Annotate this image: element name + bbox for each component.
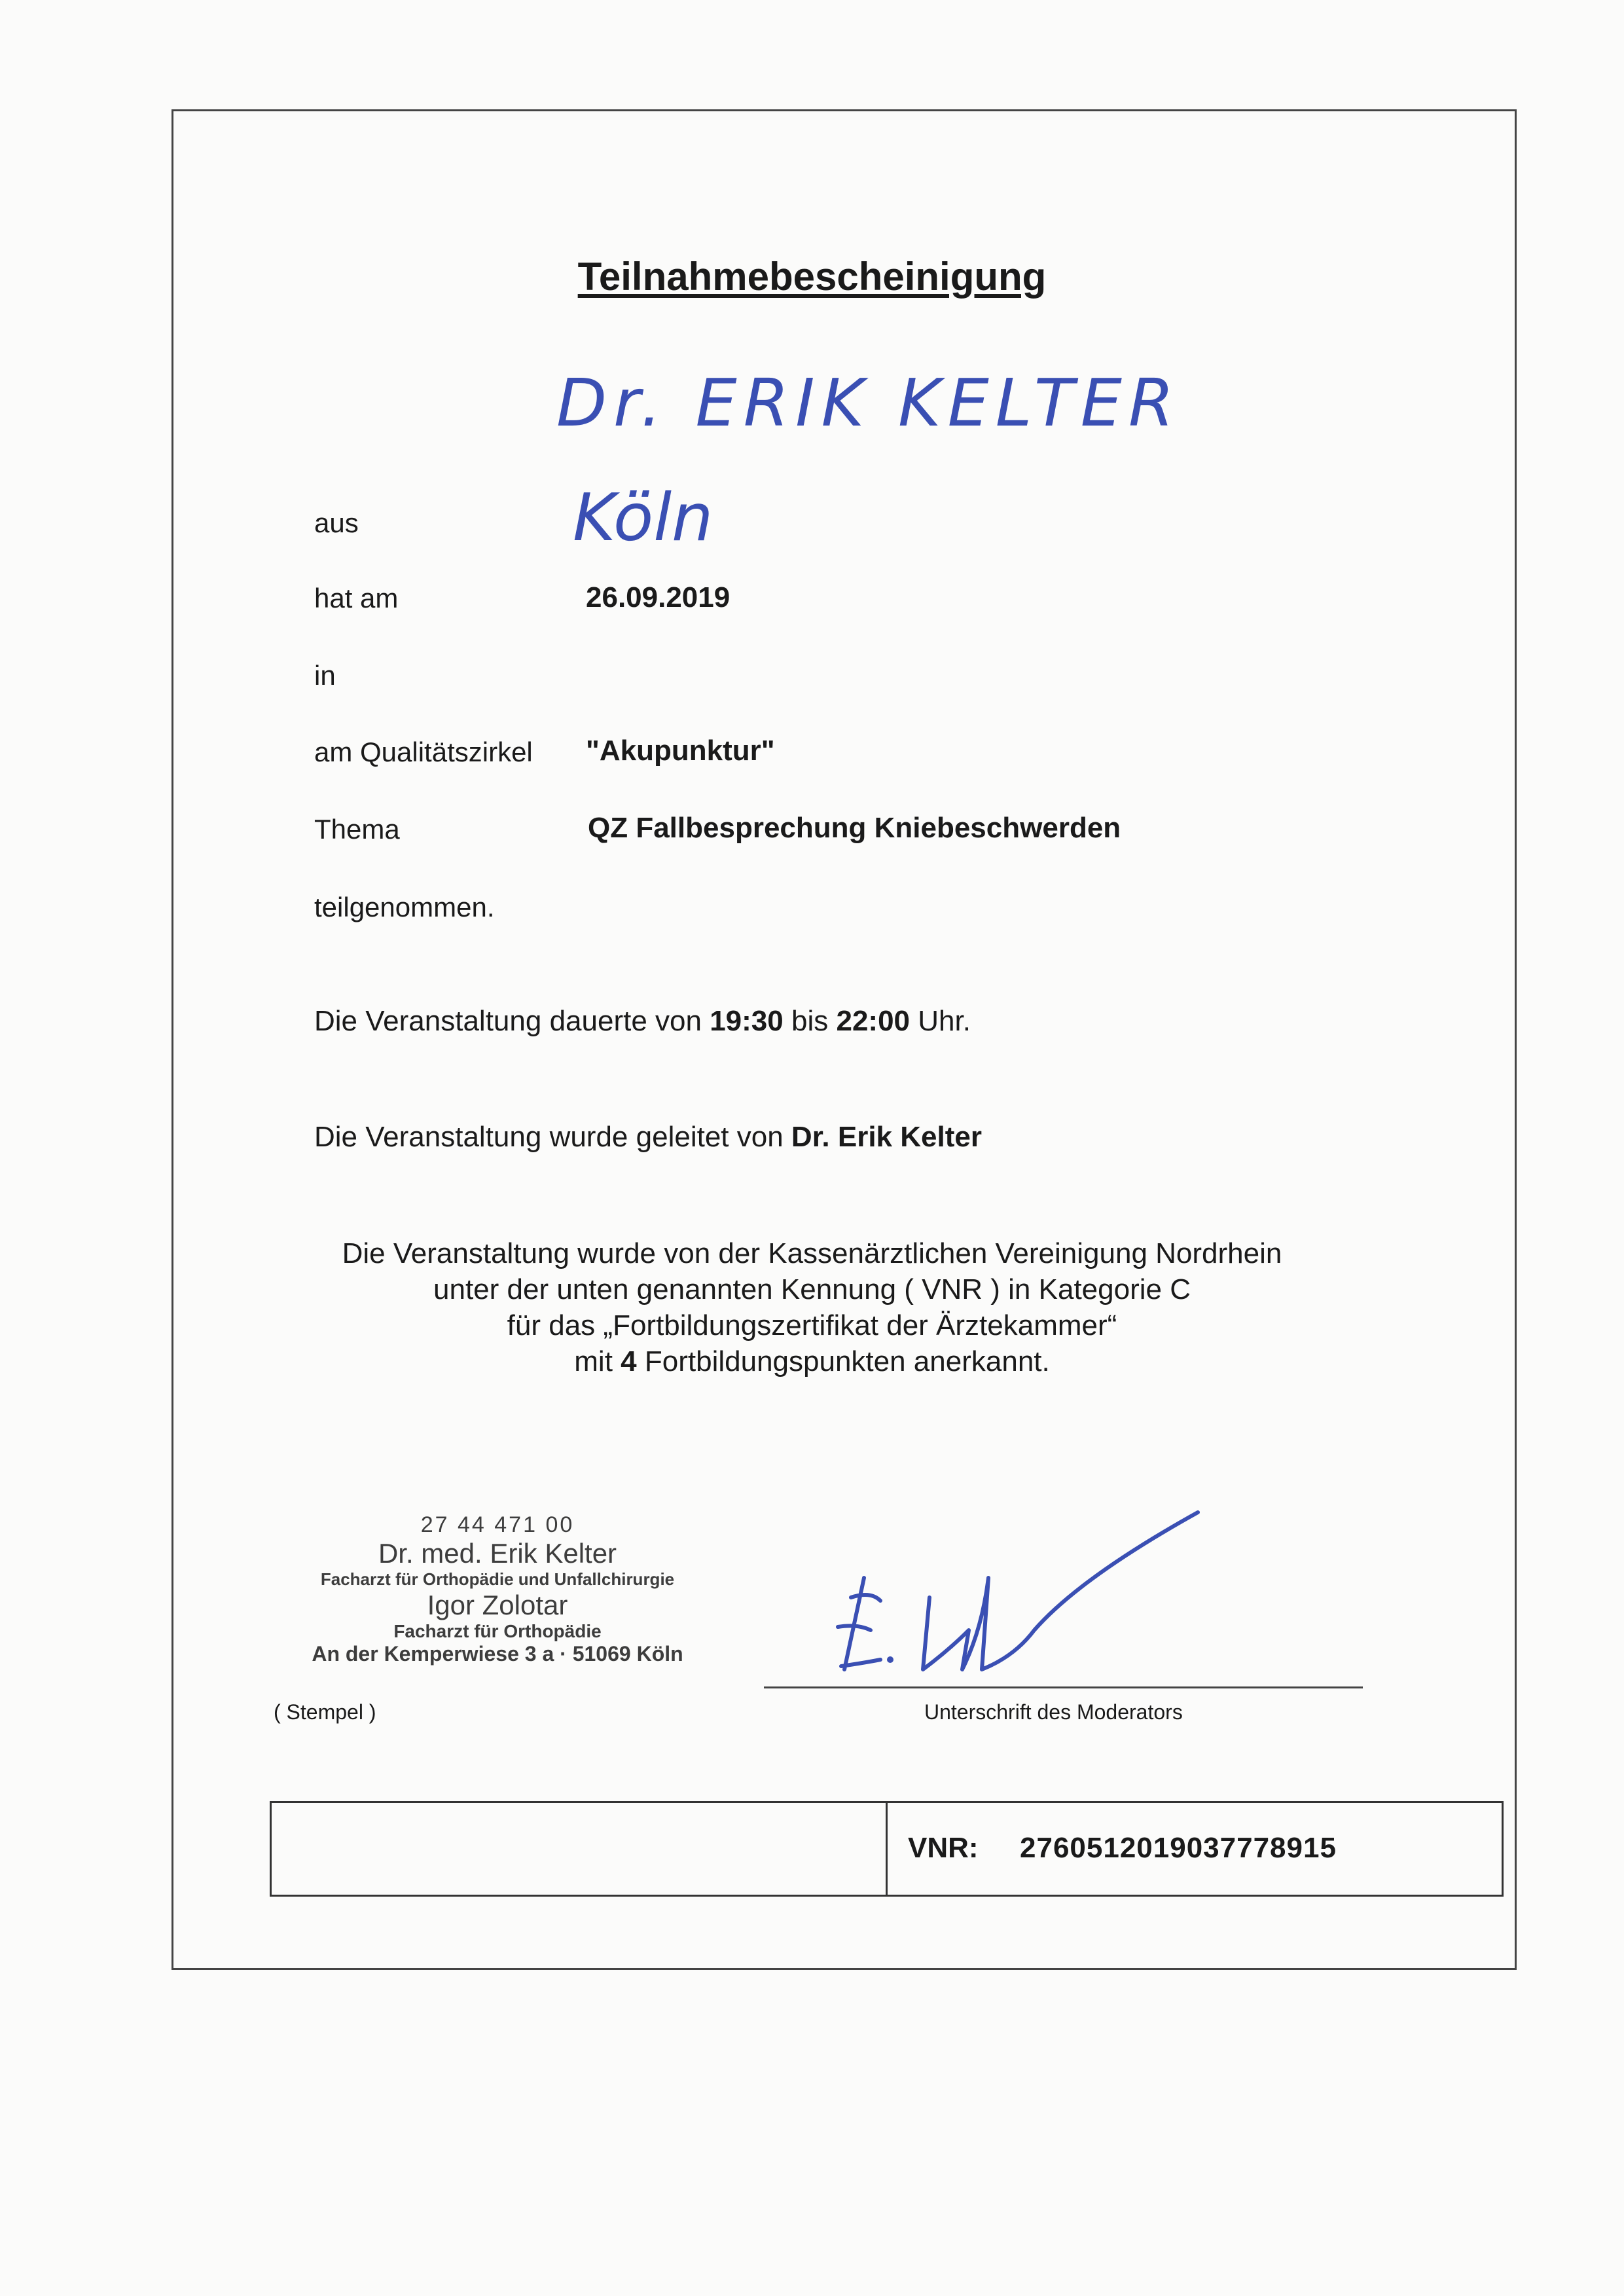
signature-line [764, 1686, 1363, 1688]
closing-text: teilgenommen. [314, 892, 495, 922]
in-label: in [314, 660, 336, 691]
duration-prefix: Die Veranstaltung dauerte von [314, 1005, 702, 1037]
signature-caption: Unterschrift des Moderators [924, 1700, 1183, 1724]
topic-value: QZ Fallbesprechung Kniebeschwerden [588, 812, 1121, 844]
recognition-line-1: Die Veranstaltung wurde von der Kassenärztlichen Vereinigung Nordrhein [342, 1237, 1282, 1269]
circle-value: "Akupunktur" [586, 735, 775, 767]
handwritten-city-text: Köln [573, 479, 713, 556]
stamp-caption: ( Stempel ) [274, 1700, 376, 1724]
moderator-signature [818, 1499, 1224, 1696]
recognition-line-4 [0, 1345, 1624, 1378]
recognition-line-2: unter der unten genannten Kennung ( VNR ) in Kategorie C [433, 1273, 1191, 1305]
handwritten-city [569, 471, 779, 563]
handwritten-name-text: Dr. ERIK KELTER [556, 365, 1181, 441]
stamp-number: 27 44 471 00 [420, 1512, 575, 1537]
leader-line [314, 1121, 982, 1154]
duration-suffix: Uhr. [918, 1005, 971, 1037]
stamp-address: An der Kemperwiese 3 a · 51069 Köln [312, 1642, 683, 1666]
date-label: hat am [314, 583, 399, 613]
doctor-stamp [295, 1512, 700, 1666]
date-value: 26.09.2019 [586, 581, 731, 613]
duration-line [314, 1005, 971, 1038]
recognition-line4-prefix: mit [574, 1345, 613, 1377]
vnr-box [270, 1801, 1504, 1897]
vnr-label: VNR: [908, 1832, 979, 1864]
stamp-doctor-2: Igor Zolotar [427, 1590, 568, 1620]
vnr-value: 2760512019037778915 [1020, 1832, 1337, 1864]
recognition-line-3: für das „Fortbildungszertifikat der Ärztekammer“ [507, 1309, 1117, 1341]
leader-name: Dr. Erik Kelter [791, 1121, 982, 1153]
leader-prefix: Die Veranstaltung wurde geleitet von [314, 1121, 784, 1153]
duration-middle: bis [791, 1005, 829, 1037]
circle-label: am Qualitätszirkel [314, 737, 533, 767]
stamp-doctor-1: Dr. med. Erik Kelter [378, 1538, 617, 1569]
stamp-specialty-2: Facharzt für Orthopädie [393, 1621, 602, 1641]
document-title: Teilnahmebescheinigung [577, 255, 1047, 299]
recognition-points: 4 [621, 1345, 637, 1377]
handwritten-name [550, 354, 1191, 452]
duration-end: 22:00 [836, 1005, 911, 1037]
recognition-line4-suffix: Fortbildungspunkten anerkannt. [644, 1345, 1050, 1377]
topic-label: Thema [314, 814, 400, 845]
vnr-divider [886, 1803, 888, 1895]
stamp-specialty-1: Facharzt für Orthopädie und Unfallchirurgie [320, 1569, 675, 1589]
aus-label: aus [314, 507, 359, 538]
duration-start: 19:30 [710, 1005, 784, 1037]
